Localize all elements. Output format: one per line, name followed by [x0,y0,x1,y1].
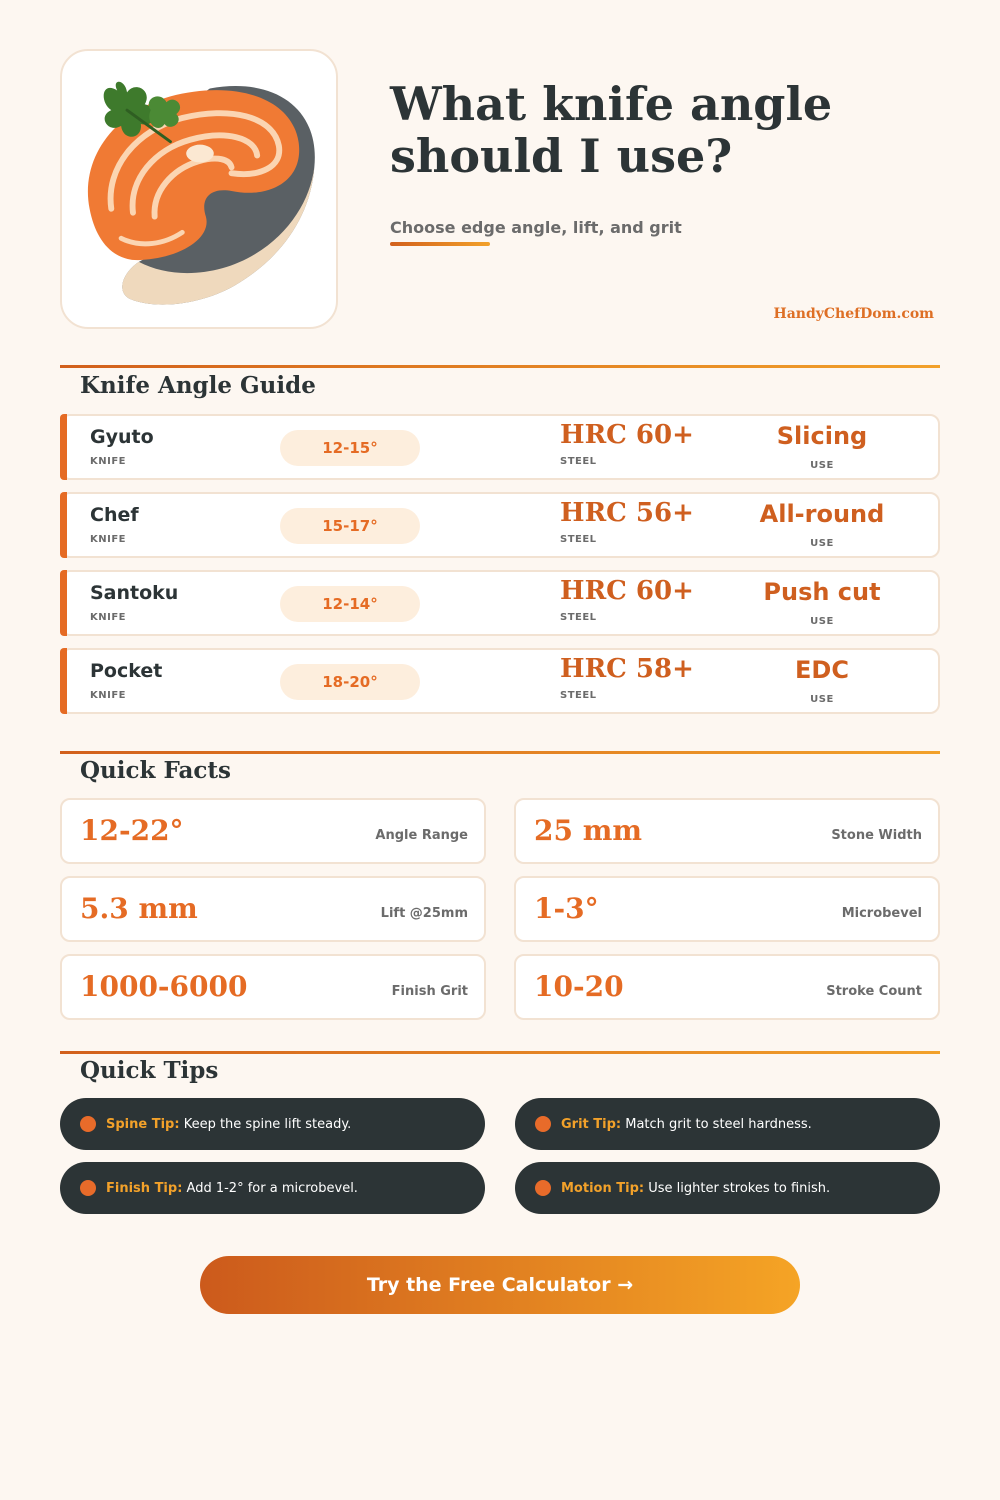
angle-badge: 18-20° [280,664,420,700]
fact-card [60,954,486,1020]
angle-badge: 12-15° [280,430,420,466]
use-label: USE [810,694,834,705]
bullet-dot-icon [80,1116,96,1132]
bullet-dot-icon [535,1180,551,1196]
tip-body: Add 1-2° for a microbevel. [186,1180,358,1196]
steel-label: STEEL [560,612,597,623]
facts-section-title: Quick Facts [80,757,231,784]
use-value: All-round [759,500,885,528]
tip-pill [60,1098,485,1150]
fact-label: Microbevel [841,906,922,921]
knife-name: Pocket [90,660,163,682]
guide-row-santoku [60,570,940,636]
try-calculator-button[interactable]: Try the Free Calculator → [200,1256,800,1314]
bullet-dot-icon [535,1116,551,1132]
section-divider [60,751,940,754]
tip-pill [515,1098,940,1150]
fact-value: 12-22° [80,814,184,847]
steel-label: STEEL [560,690,597,701]
steel-value: HRC 60+ [560,576,694,606]
tip-lead: Spine Tip: [106,1116,180,1132]
brand-link[interactable]: HandyChefDom.com [773,306,934,322]
steel-label: STEEL [560,534,597,545]
tip-lead: Finish Tip: [106,1180,183,1196]
fact-value: 5.3 mm [80,892,198,925]
tip-text [561,1181,830,1196]
tip-text [106,1181,358,1196]
subtitle-underline [390,242,490,246]
steel-value: HRC 58+ [560,654,694,684]
knife-name: Santoku [90,582,179,604]
fact-label: Stone Width [831,828,922,843]
salmon-steak-icon [62,51,336,327]
steel-value: HRC 60+ [560,420,694,450]
fact-label: Finish Grit [391,984,468,999]
use-value: Push cut [763,578,881,606]
fact-value: 10-20 [534,970,624,1003]
fact-value: 25 mm [534,814,642,847]
fact-value: 1000-6000 [80,970,248,1003]
steel-label: STEEL [560,456,597,467]
use-label: USE [810,538,834,549]
tip-body: Keep the spine lift steady. [183,1116,352,1132]
angle-badge: 15-17° [280,508,420,544]
bullet-dot-icon [80,1180,96,1196]
section-divider [60,365,940,368]
tip-text [561,1117,812,1132]
fact-value: 1-3° [534,892,599,925]
tip-pill [60,1162,485,1214]
fact-card [60,876,486,942]
knife-name: Chef [90,504,139,526]
guide-row-gyuto [60,414,940,480]
fact-card [514,876,940,942]
section-divider [60,1051,940,1054]
tip-text [106,1117,351,1132]
fact-card [514,798,940,864]
use-value: Slicing [776,422,868,450]
tip-lead: Motion Tip: [561,1180,645,1196]
fact-label: Stroke Count [826,984,922,999]
knife-label: KNIFE [90,534,127,545]
guide-section-title: Knife Angle Guide [80,372,316,399]
page-subtitle: Choose edge angle, lift, and grit [390,218,682,237]
hero-image-card [60,49,338,329]
page-title: What knife angle should I use? [390,77,833,183]
knife-label: KNIFE [90,690,127,701]
fact-label: Angle Range [375,828,468,843]
knife-name: Gyuto [90,426,154,448]
knife-label: KNIFE [90,612,127,623]
fact-card [60,798,486,864]
guide-row-chef [60,492,940,558]
use-label: USE [810,460,834,471]
tip-lead: Grit Tip: [561,1116,622,1132]
tips-section-title: Quick Tips [80,1057,219,1084]
fact-label: Lift @25mm [380,906,468,921]
tip-body: Use lighter strokes to finish. [648,1180,831,1196]
use-label: USE [810,616,834,627]
tip-pill [515,1162,940,1214]
guide-row-pocket [60,648,940,714]
tip-body: Match grit to steel hardness. [625,1116,812,1132]
steel-value: HRC 56+ [560,498,694,528]
knife-label: KNIFE [90,456,127,467]
fact-card [514,954,940,1020]
use-value: EDC [795,656,849,684]
angle-badge: 12-14° [280,586,420,622]
